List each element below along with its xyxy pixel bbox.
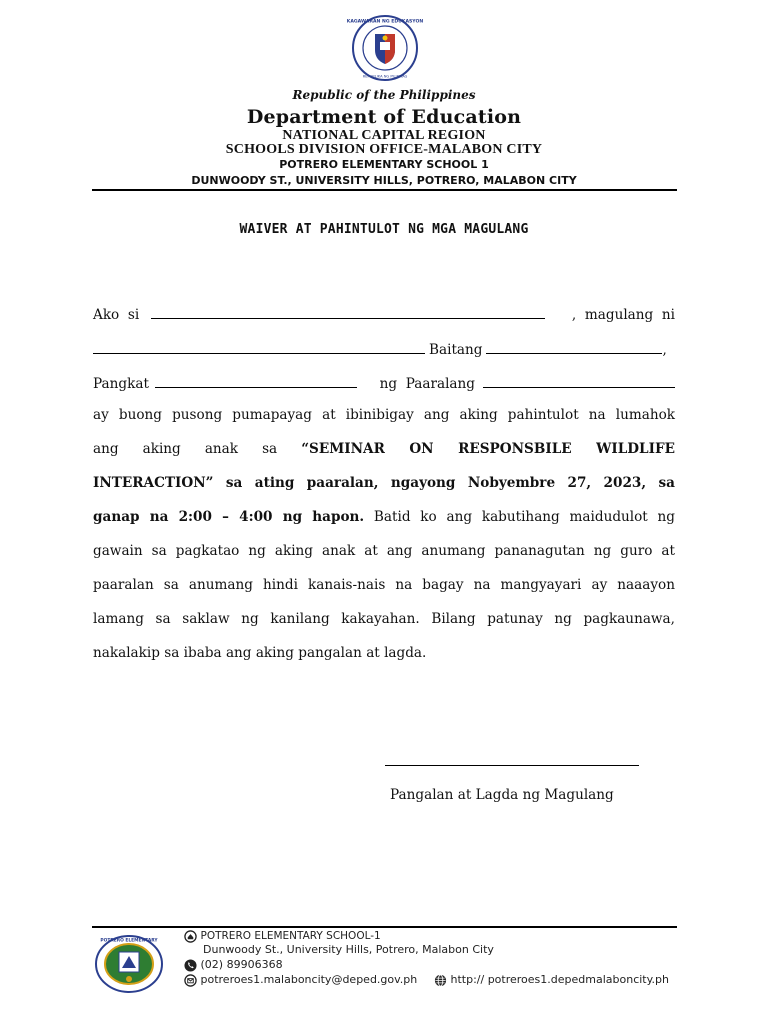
- child-name-field[interactable]: [93, 353, 425, 354]
- pangkat-field[interactable]: [155, 387, 357, 388]
- baitang-field[interactable]: [486, 353, 662, 354]
- magulang-ni-label: , magulang ni: [571, 307, 675, 323]
- svg-text:REPUBLIKA NG PILIPINAS: REPUBLIKA NG PILIPINAS: [362, 74, 408, 79]
- paragraph-line: INTERACTION” sa ating paaralan, ngayong Nobyembre 27, 2023, sa: [93, 475, 675, 491]
- republic-heading: Republic of the Philippines: [292, 88, 476, 102]
- consent-paragraph: [93, 398, 675, 670]
- paragraph-line: lamang sa saklaw ng kanilang kakayahan. Bilang patunay ng pagkaunawa,: [93, 611, 675, 627]
- signature-field[interactable]: [385, 765, 639, 766]
- form-line-child: [93, 338, 675, 358]
- school-address: DUNWOODY ST., UNIVERSITY HILLS, POTRERO, MALABON CITY: [191, 174, 577, 187]
- form-line-parent: [93, 303, 675, 323]
- email-icon: [184, 974, 197, 987]
- paragraph-text: ang aking anak sa: [93, 441, 302, 457]
- school-heading: POTRERO ELEMENTARY SCHOOL 1: [279, 158, 489, 171]
- baitang-label: Baitang: [429, 342, 483, 358]
- svg-text:POTRERO ELEMENTARY: POTRERO ELEMENTARY: [100, 938, 158, 944]
- seminar-title: “SEMINAR ON RESPONSBILE WILDLIFE: [301, 441, 675, 457]
- footer-website: [434, 973, 669, 987]
- phone-icon: [184, 959, 197, 972]
- website-link[interactable]: http:// potreroes1.depedmalaboncity.ph: [450, 973, 670, 986]
- event-time: ganap na 2:00 – 4:00 ng hapon.: [93, 509, 365, 525]
- deped-seal-logo: [346, 14, 424, 82]
- parent-name-field[interactable]: [151, 318, 545, 319]
- form-line-section: [93, 372, 675, 392]
- division-heading: SCHOOLS DIVISION OFFICE-MALABON CITY: [225, 142, 543, 157]
- comma-label: ,: [662, 342, 667, 358]
- signature-label: Pangalan at Lagda ng Magulang: [390, 787, 614, 803]
- region-heading: NATIONAL CAPITAL REGION: [282, 128, 486, 143]
- globe-icon: [434, 974, 447, 987]
- home-icon: [184, 930, 197, 943]
- footer-school: [184, 929, 381, 943]
- paaralang-field[interactable]: [483, 387, 675, 388]
- pangkat-label: Pangkat: [93, 376, 149, 392]
- paragraph-line: [93, 500, 675, 534]
- phone-number: (02) 89906368: [200, 958, 283, 971]
- ako-si-label: Ako si: [93, 307, 140, 323]
- footer-school-name: POTRERO ELEMENTARY SCHOOL-1: [200, 930, 381, 942]
- footer-divider: [92, 926, 677, 928]
- svg-text:KAGAWARAN NG EDUKASYON: KAGAWARAN NG EDUKASYON: [346, 19, 424, 25]
- school-logo: [94, 934, 164, 994]
- paragraph-line: paaralan sa anumang hindi kanais-nais na bagay na mangyayari ay naaayon: [93, 577, 675, 593]
- header-divider: [92, 189, 677, 191]
- email-link[interactable]: potreroes1.malaboncity@deped.gov.ph: [200, 973, 418, 986]
- paragraph-line: gawain sa pagkatao ng aking anak at ang anumang pananagutan ng guro at: [93, 543, 675, 559]
- footer-email: [184, 973, 417, 987]
- paragraph-line: ay buong pusong pumapayag at ibinibigay ang aking pahintulot na lumahok: [93, 407, 675, 423]
- footer-phone: [184, 958, 283, 972]
- paragraph-line: nakalakip sa ibaba ang aking pangalan at lagda.: [93, 645, 427, 661]
- footer-address: Dunwoody St., University Hills, Potrero, Malabon City: [203, 943, 494, 956]
- department-heading: Department of Education: [246, 106, 522, 128]
- paragraph-text: Batid ko ang kabutihang maidudulot ng: [364, 509, 675, 525]
- paragraph-line: [93, 432, 675, 466]
- document-title: WAIVER AT PAHINTULOT NG MGA MAGULANG: [239, 222, 529, 237]
- ng-paaralang-label: ng Paaralang: [379, 376, 475, 392]
